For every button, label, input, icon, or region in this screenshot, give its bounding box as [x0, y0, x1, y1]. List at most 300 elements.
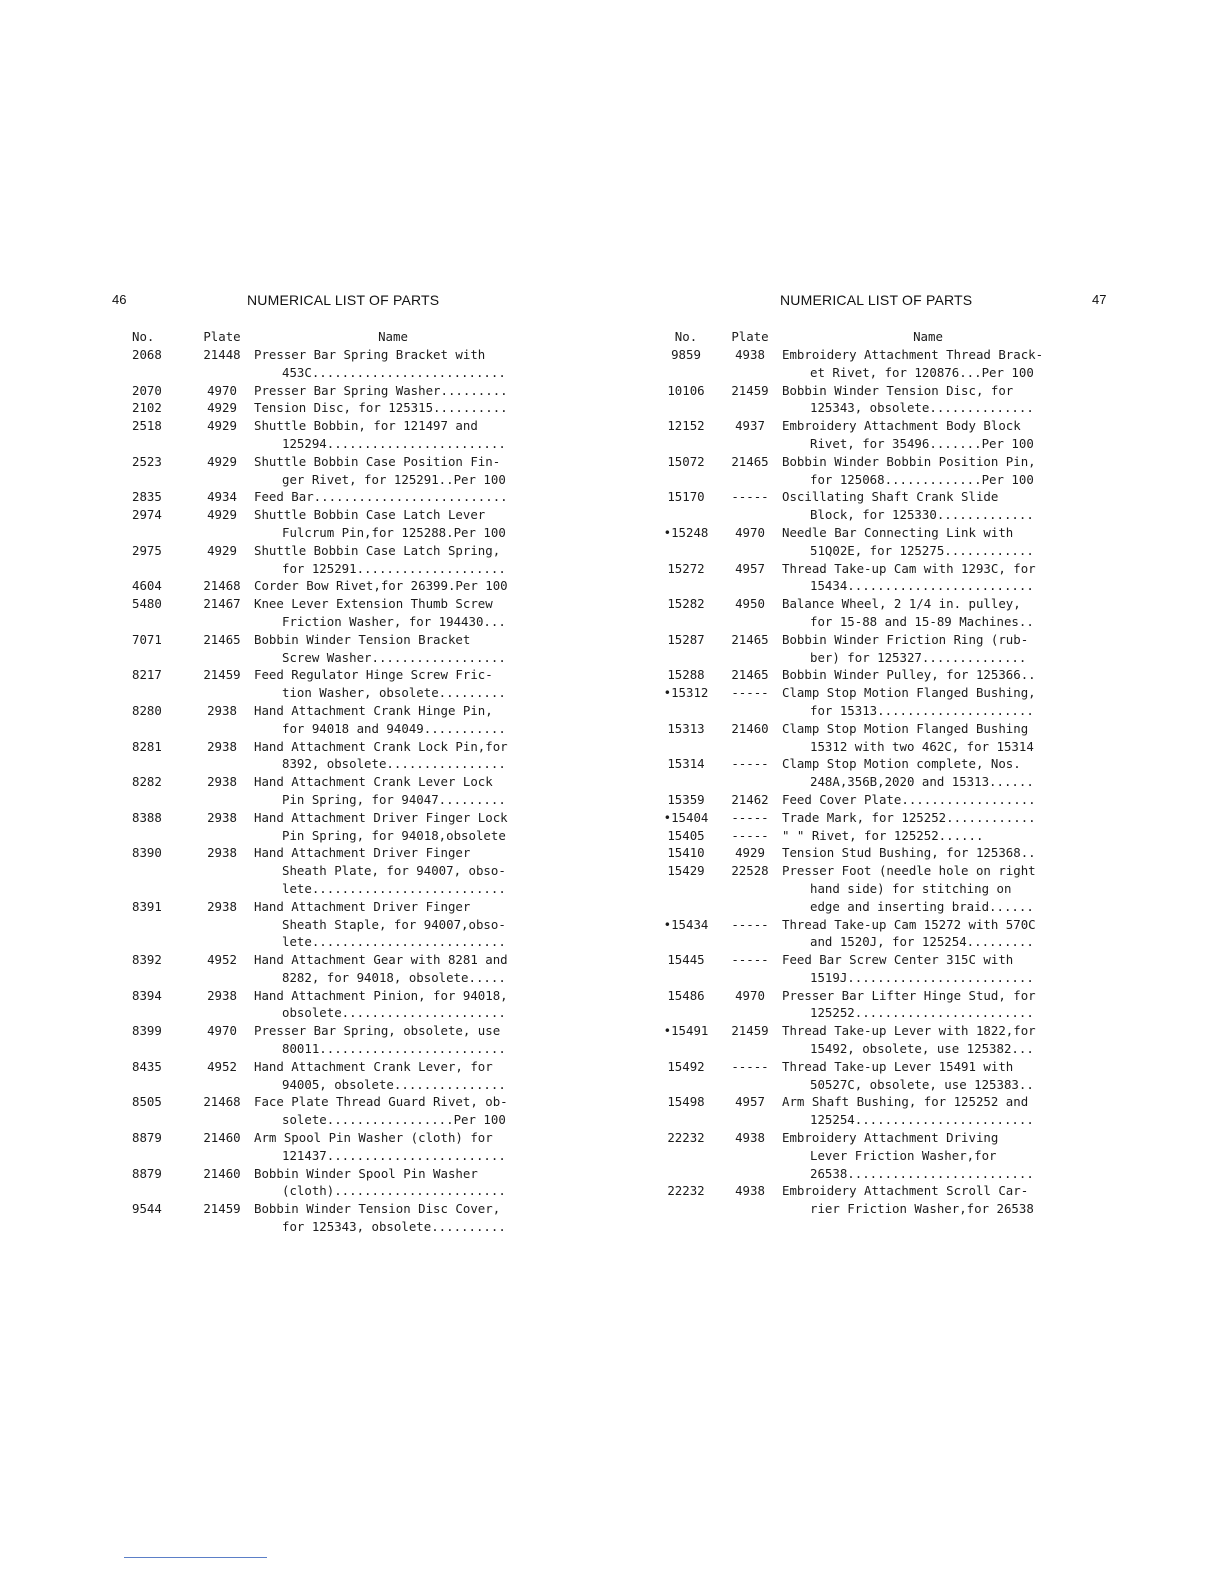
- part-name-continuation: 15492, obsolete, use 125382...: [810, 1041, 1034, 1057]
- part-number: 22232: [667, 1183, 705, 1199]
- part-name-line: Hand Attachment Crank Lever Lock: [254, 774, 493, 790]
- part-number: •15491: [663, 1023, 709, 1039]
- part-number: 2975: [132, 542, 162, 558]
- table-row: [654, 844, 1074, 862]
- part-name-continuation: for 15-88 and 15-89 Machines..: [810, 613, 1034, 629]
- plate-number: 21459: [731, 1023, 769, 1039]
- plate-number: 4952: [207, 1058, 237, 1074]
- table-row: [654, 951, 1074, 987]
- part-number: 8282: [132, 774, 162, 790]
- table-row: [654, 1022, 1074, 1058]
- part-name-line: Corder Bow Rivet,for 26399.Per 100: [254, 578, 508, 594]
- table-row: [654, 755, 1074, 791]
- part-number: 5480: [132, 596, 162, 612]
- plate-number: 2938: [207, 738, 237, 754]
- left-page-number: 46: [112, 292, 127, 307]
- table-row: [132, 809, 532, 845]
- table-row: [654, 488, 1074, 524]
- part-name: [782, 595, 1074, 631]
- table-row: [654, 684, 1074, 720]
- table-row: [132, 1200, 532, 1236]
- part-name-continuation: (cloth).......................: [282, 1183, 506, 1199]
- part-number: 2102: [132, 400, 162, 416]
- part-number: 15410: [667, 845, 705, 861]
- part-name: [254, 453, 532, 489]
- plate-number: 21459: [203, 1201, 241, 1217]
- part-name-line: Hand Attachment Crank Lock Pin,for: [254, 738, 508, 754]
- part-name-continuation: 15434.........................: [810, 578, 1034, 594]
- plate-number: 4970: [207, 1023, 237, 1039]
- part-number: 8879: [132, 1130, 162, 1146]
- part-name-line: Oscillating Shaft Crank Slide: [782, 489, 999, 505]
- table-row: [654, 560, 1074, 596]
- part-name-line: Hand Attachment Crank Hinge Pin,: [254, 702, 493, 718]
- table-row: [654, 666, 1074, 684]
- part-name-continuation: Fulcrum Pin,for 125288.Per 100: [282, 524, 506, 540]
- part-name-line: Presser Bar Spring Bracket with: [254, 347, 486, 362]
- plate-number: 2938: [207, 774, 237, 790]
- right-page-number: 47: [1092, 292, 1107, 307]
- plate-number: 21465: [731, 453, 769, 469]
- plate-number: 21467: [203, 596, 241, 612]
- plate-number: 21460: [203, 1130, 241, 1146]
- part-name: [254, 702, 532, 738]
- footer-rule: [124, 1557, 267, 1558]
- table-row: [132, 987, 532, 1023]
- table-row: [654, 1182, 1074, 1218]
- part-number: 15486: [667, 987, 705, 1003]
- part-name-continuation: Lever Friction Washer,for: [810, 1147, 997, 1163]
- plate-number: -----: [731, 1058, 769, 1074]
- part-name-line: Presser Foot (needle hole on right: [782, 863, 1036, 879]
- part-name: [782, 684, 1074, 720]
- part-name-line: Embroidery Attachment Thread Brack-: [782, 347, 1044, 362]
- part-name: [254, 631, 532, 667]
- plate-number: 21459: [731, 382, 769, 398]
- part-name-line: Presser Bar Spring Washer.........: [254, 382, 508, 398]
- right-table-header: [654, 328, 1074, 346]
- part-name: [782, 791, 1074, 809]
- part-number: •15248: [663, 524, 709, 540]
- part-name-line: Face Plate Thread Guard Rivet, ob-: [254, 1094, 508, 1110]
- table-row: [132, 1093, 532, 1129]
- left-page-title: NUMERICAL LIST OF PARTS: [247, 292, 440, 308]
- part-number: 8280: [132, 702, 162, 718]
- plate-number: -----: [731, 952, 769, 968]
- table-row: [654, 827, 1074, 845]
- part-name-line: Hand Attachment Gear with 8281 and: [254, 952, 508, 968]
- part-name: [254, 382, 532, 400]
- part-number: 15445: [667, 952, 705, 968]
- part-number: 8435: [132, 1058, 162, 1074]
- part-number: 8879: [132, 1165, 162, 1181]
- plate-number: 4957: [735, 1094, 765, 1110]
- plate-number: 4938: [735, 1183, 765, 1199]
- table-row: [132, 542, 532, 578]
- part-name-continuation: tion Washer, obsolete.........: [282, 685, 506, 701]
- table-row: [132, 577, 532, 595]
- part-name: [782, 560, 1074, 596]
- table-row: [132, 1165, 532, 1201]
- part-name: [254, 399, 532, 417]
- plate-number: 4952: [207, 952, 237, 968]
- part-number: 8392: [132, 952, 162, 968]
- part-name: [782, 720, 1074, 756]
- part-name: [782, 488, 1074, 524]
- plate-number: 4929: [207, 418, 237, 434]
- part-name: [782, 524, 1074, 560]
- part-number: 2070: [132, 382, 162, 398]
- table-row: [132, 702, 532, 738]
- part-name-line: Hand Attachment Driver Finger Lock: [254, 809, 508, 825]
- plate-number: 21468: [203, 578, 241, 594]
- plate-number: 4929: [207, 542, 237, 558]
- part-name-continuation: and 1520J, for 125254.........: [810, 934, 1034, 950]
- part-name: [782, 987, 1074, 1023]
- part-number: 2518: [132, 418, 162, 434]
- part-name-continuation: for 125068.............Per 100: [810, 471, 1034, 487]
- part-number: 15429: [667, 863, 705, 879]
- part-name: [782, 631, 1074, 667]
- part-name-continuation: lete..........................: [282, 880, 506, 896]
- plate-number: 22528: [731, 863, 769, 879]
- plate-number: 2938: [207, 898, 237, 914]
- part-name-continuation: et Rivet, for 120876...Per 100: [810, 364, 1034, 380]
- plate-number: 2938: [207, 809, 237, 825]
- part-name-continuation: solete.................Per 100: [282, 1112, 506, 1128]
- part-number: 8391: [132, 898, 162, 914]
- part-name-line: Bobbin Winder Bobbin Position Pin,: [782, 453, 1036, 469]
- part-name-continuation: for 125343, obsolete..........: [282, 1219, 506, 1235]
- part-number: 15492: [667, 1058, 705, 1074]
- plate-number: 21465: [731, 631, 769, 647]
- part-number: 4604: [132, 578, 162, 594]
- part-number: 2974: [132, 507, 162, 523]
- part-number: 10106: [667, 382, 705, 398]
- part-name-line: Feed Bar..........................: [254, 489, 508, 505]
- part-name: [782, 346, 1074, 382]
- part-name-line: Shuttle Bobbin Case Position Fin-: [254, 453, 501, 469]
- part-name-continuation: for 94018 and 94049...........: [282, 720, 506, 736]
- part-name-line: Hand Attachment Pinion, for 94018,: [254, 987, 508, 1003]
- part-name: [254, 951, 532, 987]
- part-name-line: Tension Disc, for 125315..........: [254, 400, 508, 416]
- plate-number: 4938: [735, 1130, 765, 1146]
- part-name-continuation: Sheath Staple, for 94007,obso-: [282, 916, 506, 932]
- table-row: [654, 720, 1074, 756]
- plate-number: 4929: [207, 453, 237, 469]
- part-name-line: Knee Lever Extension Thumb Screw: [254, 596, 493, 612]
- part-number: 8388: [132, 809, 162, 825]
- part-name-continuation: rier Friction Washer,for 26538: [810, 1201, 1034, 1217]
- part-name: [254, 844, 532, 897]
- part-name-continuation: lete..........................: [282, 934, 506, 950]
- part-name-line: Needle Bar Connecting Link with: [782, 524, 1014, 540]
- part-number: 9544: [132, 1201, 162, 1217]
- part-number: •15312: [663, 685, 709, 701]
- plate-number: 4950: [735, 596, 765, 612]
- part-name: [782, 1093, 1074, 1129]
- plate-number: 4970: [735, 987, 765, 1003]
- header-plate: Plate: [203, 329, 241, 345]
- part-name-continuation: for 15313.....................: [810, 702, 1034, 718]
- plate-number: 21448: [203, 347, 241, 362]
- part-name-line: Arm Shaft Bushing, for 125252 and: [782, 1094, 1029, 1110]
- part-name-continuation: obsolete......................: [282, 1005, 506, 1021]
- part-number: 8281: [132, 738, 162, 754]
- part-number: 8505: [132, 1094, 162, 1110]
- part-name-continuation: 15312 with two 462C, for 15314: [810, 738, 1034, 754]
- part-name: [782, 809, 1074, 827]
- part-number: 15498: [667, 1094, 705, 1110]
- table-row: [654, 987, 1074, 1023]
- part-name: [254, 898, 532, 951]
- plate-number: 4938: [735, 347, 765, 362]
- plate-number: -----: [731, 916, 769, 932]
- part-name: [782, 417, 1074, 453]
- part-name: [254, 773, 532, 809]
- plate-number: -----: [731, 489, 769, 505]
- part-number: 15359: [667, 791, 705, 807]
- part-name-line: Shuttle Bobbin, for 121497 and: [254, 418, 478, 434]
- part-name-line: Thread Take-up Lever 15491 with: [782, 1058, 1014, 1074]
- part-name-continuation: 94005, obsolete...............: [282, 1076, 506, 1092]
- part-name: [782, 382, 1074, 418]
- part-name-continuation: 125294........................: [282, 435, 506, 451]
- part-name: [782, 916, 1074, 952]
- part-name-line: Bobbin Winder Tension Bracket: [254, 631, 471, 647]
- left-parts-table: [132, 328, 532, 1236]
- header-no: No.: [674, 329, 698, 345]
- plate-number: 4957: [735, 560, 765, 576]
- part-number: 15282: [667, 596, 705, 612]
- part-name: [782, 453, 1074, 489]
- part-name-line: Shuttle Bobbin Case Latch Lever: [254, 507, 486, 523]
- part-name-continuation: Rivet, for 35496.......Per 100: [810, 435, 1034, 451]
- plate-number: 4934: [207, 489, 237, 505]
- part-name-continuation: ber) for 125327..............: [810, 649, 1027, 665]
- plate-number: 4937: [735, 418, 765, 434]
- plate-number: 21460: [731, 720, 769, 736]
- part-name-line: Clamp Stop Motion Flanged Bushing: [782, 720, 1029, 736]
- part-number: 15313: [667, 720, 705, 736]
- part-name-continuation: ger Rivet, for 125291..Per 100: [282, 471, 506, 487]
- table-row: [132, 382, 532, 400]
- part-name-continuation: 1519J.........................: [810, 969, 1034, 985]
- table-row: [654, 382, 1074, 418]
- part-name-line: Presser Bar Lifter Hinge Stud, for: [782, 987, 1036, 1003]
- part-name-continuation: Friction Washer, for 194430...: [282, 613, 506, 629]
- plate-number: -----: [731, 809, 769, 825]
- part-name-continuation: Block, for 125330.............: [810, 507, 1034, 523]
- part-number: 8394: [132, 987, 162, 1003]
- plate-number: 2938: [207, 845, 237, 861]
- part-number: 7071: [132, 631, 162, 647]
- part-name-continuation: 51Q02E, for 125275............: [810, 542, 1034, 558]
- part-name: [254, 506, 532, 542]
- part-name-line: Feed Cover Plate..................: [782, 791, 1036, 807]
- part-number: 2068: [132, 347, 162, 362]
- part-name-continuation: 125343, obsolete..............: [810, 400, 1034, 416]
- plate-number: 21460: [203, 1165, 241, 1181]
- part-name: [254, 542, 532, 578]
- part-name-line: " " Rivet, for 125252......: [782, 827, 984, 843]
- part-number: •15434: [663, 916, 709, 932]
- part-number: 15272: [667, 560, 705, 576]
- part-name: [254, 417, 532, 453]
- table-row: [654, 791, 1074, 809]
- table-row: [132, 951, 532, 987]
- header-name: Name: [913, 329, 943, 345]
- part-name-line: Thread Take-up Lever with 1822,for: [782, 1023, 1036, 1039]
- part-name-continuation: 50527C, obsolete, use 125383..: [810, 1076, 1034, 1092]
- table-row: [132, 1129, 532, 1165]
- part-name-line: Thread Take-up Cam 15272 with 570C: [782, 916, 1036, 932]
- part-number: 22232: [667, 1130, 705, 1146]
- plate-number: 2938: [207, 987, 237, 1003]
- table-row: [132, 1058, 532, 1094]
- header-no: No.: [132, 329, 155, 345]
- part-name-continuation: Pin Spring, for 94018,obsolete: [282, 827, 506, 843]
- table-row: [654, 346, 1074, 382]
- part-name-continuation: 8282, for 94018, obsolete.....: [282, 969, 506, 985]
- part-name-line: Hand Attachment Driver Finger: [254, 898, 471, 914]
- table-row: [132, 631, 532, 667]
- part-name-line: Arm Spool Pin Washer (cloth) for: [254, 1130, 493, 1146]
- table-row: [654, 631, 1074, 667]
- part-name: [782, 844, 1074, 862]
- table-row: [654, 1093, 1074, 1129]
- part-name-continuation: 248A,356B,2020 and 15313......: [810, 774, 1034, 790]
- plate-number: -----: [731, 756, 769, 772]
- part-name-line: Feed Bar Screw Center 315C with: [782, 952, 1014, 968]
- table-row: [654, 1058, 1074, 1094]
- table-row: [654, 453, 1074, 489]
- part-name: [782, 1058, 1074, 1094]
- plate-number: 21468: [203, 1094, 241, 1110]
- plate-number: 21459: [203, 667, 241, 683]
- part-name-continuation: hand side) for stitching on: [810, 880, 1012, 896]
- part-name-line: Bobbin Winder Pulley, for 125366..: [782, 667, 1036, 683]
- plate-number: 4929: [207, 400, 237, 416]
- part-name: [254, 488, 532, 506]
- table-row: [654, 595, 1074, 631]
- part-number: 15288: [667, 667, 705, 683]
- part-name: [254, 987, 532, 1023]
- plate-number: 4970: [735, 524, 765, 540]
- part-name-continuation: 8392, obsolete................: [282, 756, 506, 772]
- table-row: [132, 773, 532, 809]
- header-plate: Plate: [731, 329, 769, 345]
- part-name-continuation: Sheath Plate, for 94007, obso-: [282, 863, 506, 879]
- part-name: [782, 1129, 1074, 1182]
- part-name-line: Bobbin Winder Tension Disc Cover,: [254, 1201, 501, 1217]
- part-name-line: Hand Attachment Driver Finger: [254, 845, 471, 861]
- part-name-line: Bobbin Winder Spool Pin Washer: [254, 1165, 478, 1181]
- part-name-continuation: 453C..........................: [282, 364, 506, 380]
- plate-number: -----: [731, 685, 769, 701]
- part-name-line: Presser Bar Spring, obsolete, use: [254, 1023, 501, 1039]
- part-name-line: Embroidery Attachment Body Block: [782, 418, 1021, 434]
- part-name: [254, 666, 532, 702]
- plate-number: 21462: [731, 791, 769, 807]
- part-number: 15314: [667, 756, 705, 772]
- part-name-line: Trade Mark, for 125252............: [782, 809, 1036, 825]
- part-name-continuation: 125254........................: [810, 1112, 1034, 1128]
- plate-number: 21465: [731, 667, 769, 683]
- left-table-header: [132, 328, 532, 346]
- part-name-line: Clamp Stop Motion Flanged Bushing,: [782, 685, 1036, 701]
- part-name: [254, 346, 532, 382]
- table-row: [132, 666, 532, 702]
- part-name-line: Balance Wheel, 2 1/4 in. pulley,: [782, 596, 1021, 612]
- table-row: [654, 524, 1074, 560]
- part-number: 2835: [132, 489, 162, 505]
- part-number: 12152: [667, 418, 705, 434]
- table-row: [654, 862, 1074, 915]
- part-name-continuation: Screw Washer..................: [282, 649, 506, 665]
- part-name-continuation: 121437........................: [282, 1147, 506, 1163]
- plate-number: 4970: [207, 382, 237, 398]
- part-name-continuation: 125252........................: [810, 1005, 1034, 1021]
- part-name: [782, 755, 1074, 791]
- part-name-continuation: Pin Spring, for 94047.........: [282, 791, 506, 807]
- plate-number: 4929: [207, 507, 237, 523]
- table-row: [132, 595, 532, 631]
- part-number: 15072: [667, 453, 705, 469]
- part-name: [782, 1182, 1074, 1218]
- table-row: [654, 1129, 1074, 1182]
- table-row: [132, 898, 532, 951]
- part-name: [254, 577, 532, 595]
- part-name: [782, 951, 1074, 987]
- part-name-line: Hand Attachment Crank Lever, for: [254, 1058, 493, 1074]
- part-name: [254, 1022, 532, 1058]
- plate-number: 21465: [203, 631, 241, 647]
- plate-number: -----: [731, 827, 769, 843]
- part-name: [782, 827, 1074, 845]
- part-name-continuation: 80011.........................: [282, 1041, 506, 1057]
- table-row: [132, 417, 532, 453]
- part-number: 15405: [667, 827, 705, 843]
- part-number: 9859: [671, 347, 701, 362]
- part-name: [782, 862, 1074, 915]
- table-row: [654, 809, 1074, 827]
- part-name: [254, 1093, 532, 1129]
- part-name-line: Bobbin Winder Tension Disc, for: [782, 382, 1014, 398]
- part-name: [254, 1129, 532, 1165]
- right-page-title: NUMERICAL LIST OF PARTS: [780, 292, 973, 308]
- part-name: [254, 1200, 532, 1236]
- table-row: [132, 346, 532, 382]
- part-number: 8390: [132, 845, 162, 861]
- plate-number: 2938: [207, 702, 237, 718]
- part-name-line: Embroidery Attachment Scroll Car-: [782, 1183, 1029, 1199]
- part-name-line: Embroidery Attachment Driving: [782, 1130, 999, 1146]
- table-row: [132, 506, 532, 542]
- table-row: [132, 488, 532, 506]
- part-name-line: Shuttle Bobbin Case Latch Spring,: [254, 542, 501, 558]
- part-name: [782, 666, 1074, 684]
- part-name: [254, 595, 532, 631]
- part-number: 8399: [132, 1023, 162, 1039]
- table-row: [654, 916, 1074, 952]
- table-row: [132, 453, 532, 489]
- part-number: •15404: [663, 809, 709, 825]
- part-name-line: Tension Stud Bushing, for 125368..: [782, 845, 1036, 861]
- part-name-line: Feed Regulator Hinge Screw Fric-: [254, 667, 493, 683]
- header-name: Name: [378, 329, 408, 345]
